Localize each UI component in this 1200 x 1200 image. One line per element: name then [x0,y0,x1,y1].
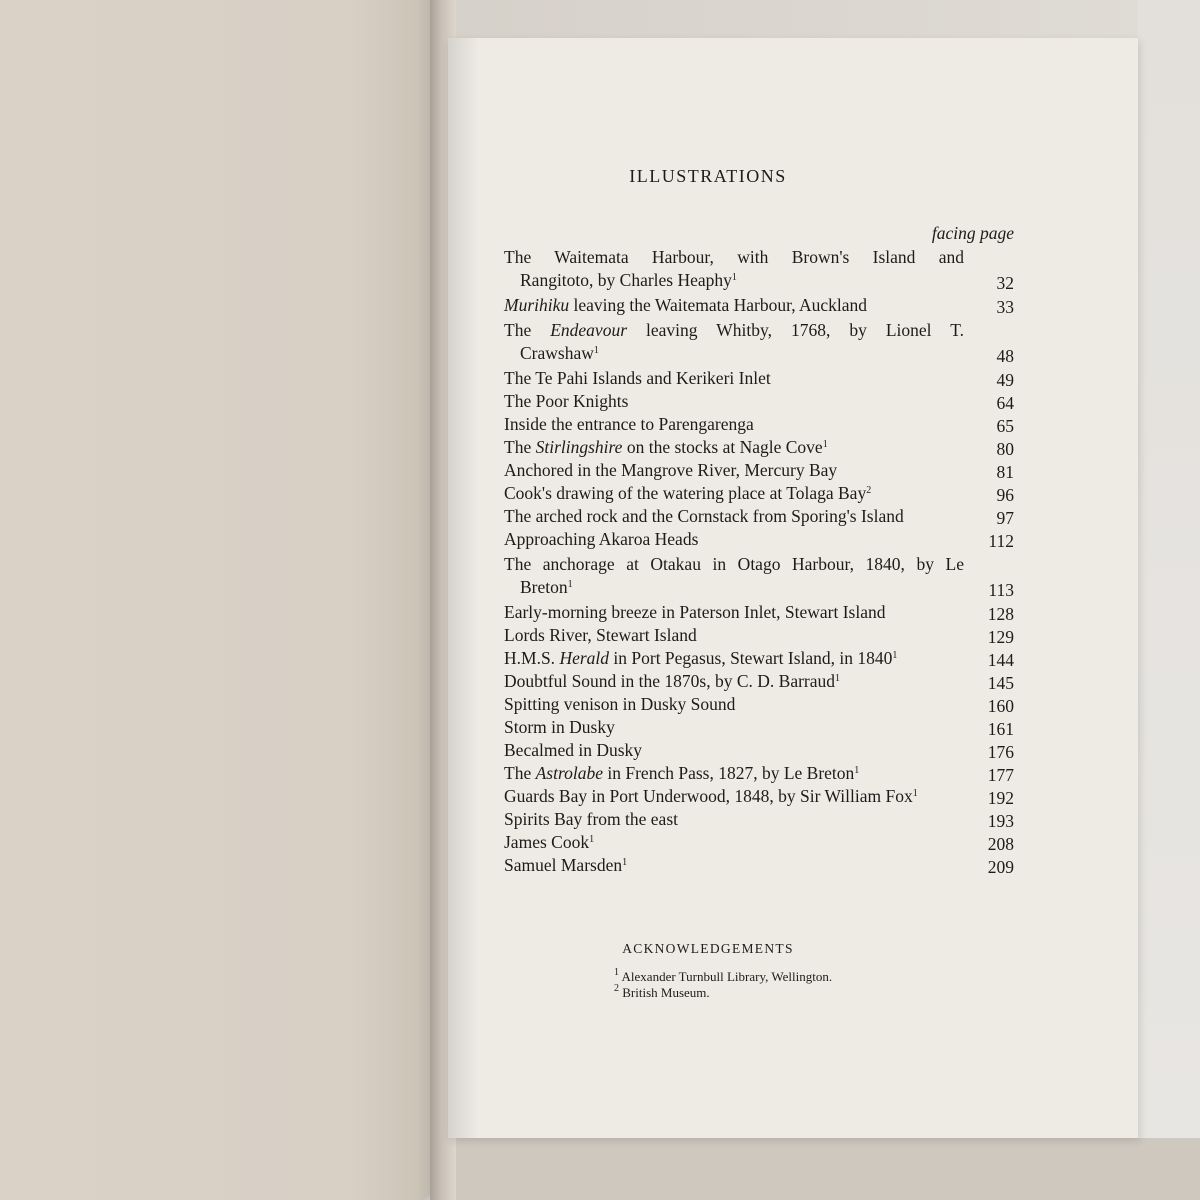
entry-page: 33 [996,297,1014,317]
entry-page: 144 [987,650,1014,670]
entry-page: 64 [996,393,1014,413]
entry-page: 209 [987,857,1014,877]
footnote: $^2$ British Museum. [614,983,710,1000]
entry-page: 160 [987,696,1014,716]
entry-page: 208 [987,834,1014,854]
entry-title: Inside the entrance to Parengarenga [504,414,754,434]
list-item [504,716,1014,739]
entry-page: 80 [996,439,1014,459]
entry-title: Guards Bay in Port Underwood, 1848, by Sir William Fox$^1$ [504,786,918,806]
entry-page: 113 [988,580,1014,600]
list-item [504,762,1014,785]
entry-page: 96 [996,485,1014,505]
entry-title: The Waitemata Harbour, with Brown's Island and Rangitoto, by Charles Heaphy$^1$ [504,247,964,290]
entry-title: Spirits Bay from the east [504,809,679,829]
entry-title: James Cook$^1$ [504,832,595,852]
footnote: $^1$ Alexander Turnbull Library, Wellington. [614,967,833,984]
entry-title: The arched rock and the Cornstack from Sporing's Island [504,506,904,526]
entry-title: Approaching Akaroa Heads [504,529,699,549]
list-item [504,553,1014,599]
background-surface [448,1138,1200,1200]
entry-title: Cook's drawing of the watering place at Tolaga Bay$^2$ [504,483,872,503]
entry-page: 129 [987,627,1014,647]
entry-title: Spitting venison in Dusky Sound [504,694,736,714]
entry-title: The Endeavour leaving Whitby, 1768, by Lionel T. Crawshaw$^1$ [504,320,964,363]
list-item [504,505,1014,528]
entry-page: 193 [987,811,1014,831]
entry-page: 48 [996,346,1014,366]
entry-page: 161 [987,719,1014,739]
list-item [504,367,1014,390]
list-item [504,670,1014,693]
illustrations-heading: ILLUSTRATIONS [629,166,787,186]
entry-title: Lords River, Stewart Island [504,625,697,645]
background-wall [1138,0,1200,1200]
facing-page-label: facing page [931,223,1014,243]
entry-title: Murihiku leaving the Waitemata Harbour, Auckland [504,295,868,315]
list-item [504,482,1014,505]
entry-title: Anchored in the Mangrove River, Mercury Bay [504,460,838,480]
list-item [504,808,1014,831]
list-item [504,624,1014,647]
entry-title: Becalmed in Dusky [504,740,643,760]
entry-page: 177 [987,765,1014,785]
list-item [504,459,1014,482]
list-item [504,436,1014,459]
entry-title: Early-morning breeze in Paterson Inlet, Stewart Island [504,602,886,622]
list-item [504,739,1014,762]
list-item [504,413,1014,436]
acknowledgements-heading: ACKNOWLEDGEMENTS [622,941,794,956]
illustrations-list [504,246,1014,877]
entry-title: Samuel Marsden$^1$ [504,855,628,875]
entry-title: The Stirlingshire on the stocks at Nagle Cove$^1$ [504,437,828,457]
entry-title: The Astrolabe in French Pass, 1827, by Le Breton$^1$ [504,763,860,783]
entry-page: 112 [988,531,1014,551]
entry-page: 81 [996,462,1014,482]
list-item [504,785,1014,808]
list-item [504,528,1014,551]
entry-page: 97 [996,508,1014,528]
entry-title: H.M.S. Herald in Port Pegasus, Stewart Island, in 1840$^1$ [504,648,898,668]
list-item [504,831,1014,854]
entry-title: The anchorage at Otakau in Otago Harbour, 1840, by Le Breton$^1$ [504,554,964,597]
entry-page: 49 [996,370,1014,390]
entry-page: 32 [996,273,1014,293]
entry-page: 65 [996,416,1014,436]
right-page [448,38,1138,1138]
acknowledgements-notes [614,969,832,1001]
entry-page: 192 [987,788,1014,808]
list-item [504,854,1014,877]
list-item [504,294,1014,317]
list-item [504,246,1014,292]
entry-page: 128 [987,604,1014,624]
list-item [504,693,1014,716]
entry-page: 145 [987,673,1014,693]
entry-title: The Poor Knights [504,391,629,411]
list-item [504,390,1014,413]
list-item [504,601,1014,624]
list-item [504,319,1014,365]
entry-title: Doubtful Sound in the 1870s, by C. D. Barraud$^1$ [504,671,841,691]
entry-page: 176 [987,742,1014,762]
entry-title: Storm in Dusky [504,717,615,737]
left-page [0,0,438,1200]
entry-title: The Te Pahi Islands and Kerikeri Inlet [504,368,771,388]
list-item [504,647,1014,670]
